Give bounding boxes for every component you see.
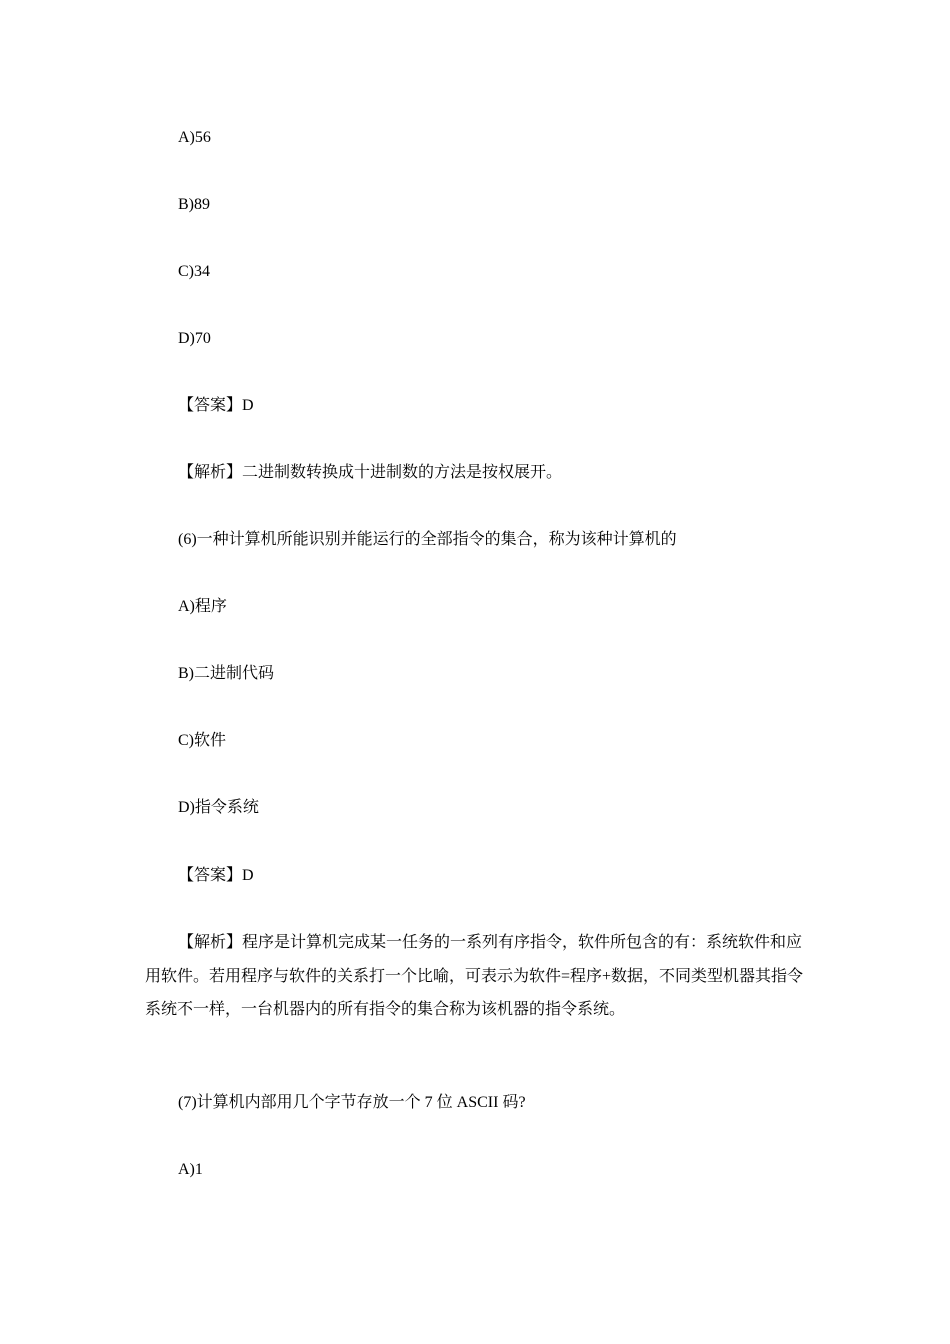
option-b-q6: B)二进制代码: [178, 665, 275, 682]
option-a-q5: A)56: [178, 129, 211, 146]
answer-q5: 【答案】D: [178, 397, 254, 414]
answer-q6: 【答案】D: [178, 867, 254, 884]
question-7-stem: (7)计算机内部用几个字节存放一个 7 位 ASCII 码?: [178, 1094, 526, 1111]
option-a-q6: A)程序: [178, 598, 227, 615]
option-d-q5: D)70: [178, 330, 211, 347]
explanation-q6: 【解析】程序是计算机完成某一任务的一系列有序指令，软件所包含的有：系统软件和应用软件。若用程序与软件的关系打一个比喻，可表示为软件=程序+数据，不同类型机器其指令系统不一样，一台机器内的所有指令的集合称为该机器的指令系统。: [145, 934, 804, 1018]
option-d-q6: D)指令系统: [178, 799, 259, 816]
option-b-q5: B)89: [178, 196, 210, 213]
question-6-stem: (6)一种计算机所能识别并能运行的全部指令的集合，称为该种计算机的: [178, 531, 677, 548]
explanation-q5: 【解析】二进制数转换成十进制数的方法是按权展开。: [178, 464, 563, 481]
option-c-q6: C)软件: [178, 732, 227, 749]
option-a-q7: A)1: [178, 1161, 203, 1178]
option-c-q5: C)34: [178, 263, 210, 280]
